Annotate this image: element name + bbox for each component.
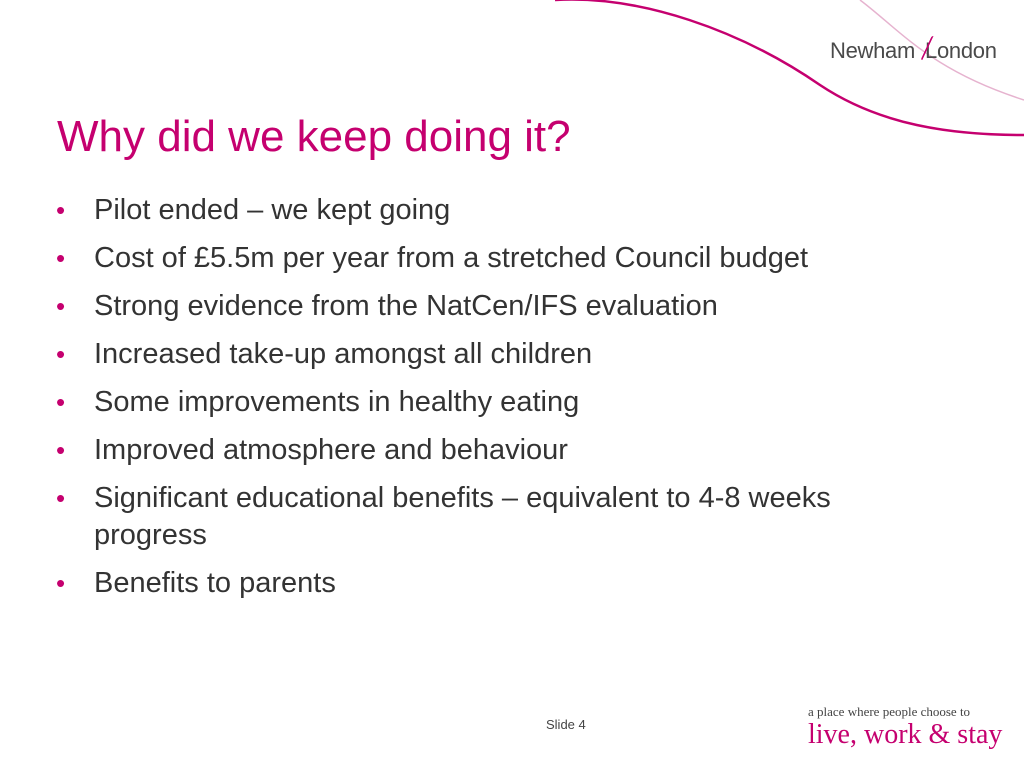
newham-london-logo <box>830 38 997 64</box>
bullet-icon: • <box>56 195 66 225</box>
bullet-text: Improved atmosphere and behaviour <box>94 434 568 466</box>
bullet-icon: • <box>56 243 66 273</box>
bullet-item <box>56 288 876 325</box>
bullet-text: Some improvements in healthy eating <box>94 386 580 418</box>
tagline-big: live, work & stay <box>808 719 1003 750</box>
bullet-item <box>56 480 876 554</box>
bullet-text: Benefits to parents <box>94 567 336 599</box>
slide-number: Slide 4 <box>546 717 586 732</box>
bullet-icon: • <box>56 568 66 598</box>
bullet-item <box>56 336 876 373</box>
bullet-text: Increased take-up amongst all children <box>94 338 593 370</box>
bullet-icon: • <box>56 291 66 321</box>
decorative-swoosh <box>0 0 1024 200</box>
tagline-logo <box>808 704 1003 750</box>
bullet-text: Pilot ended – we kept going <box>94 194 451 226</box>
bullet-item <box>56 240 876 277</box>
tagline-small: a place where people choose to <box>808 704 971 719</box>
bullet-text: Significant educational benefits – equivalent to 4-8 weeks progress <box>94 482 831 551</box>
bullet-icon: • <box>56 387 66 417</box>
logo-word-london: London <box>925 38 997 63</box>
bullet-item <box>56 432 876 469</box>
slide-title: Why did we keep doing it? <box>57 112 571 161</box>
bullet-item <box>56 565 876 602</box>
bullet-item <box>56 384 876 421</box>
bullet-list <box>56 192 876 613</box>
bullet-text: Strong evidence from the NatCen/IFS evaluation <box>94 290 718 322</box>
bullet-icon: • <box>56 483 66 513</box>
bullet-icon: • <box>56 435 66 465</box>
logo-word-newham: Newham <box>830 38 916 63</box>
bullet-icon: • <box>56 339 66 369</box>
bullet-text: Cost of £5.5m per year from a stretched Council budget <box>94 242 809 274</box>
bullet-item <box>56 192 876 229</box>
